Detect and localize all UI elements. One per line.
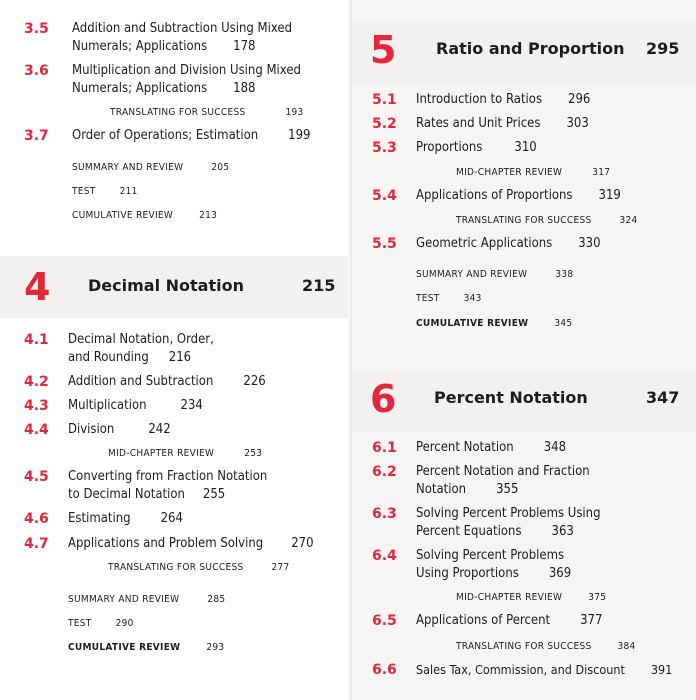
section-title-line: Multiplication and Division Using Mixed [72, 63, 301, 78]
section-title-line: Estimating [68, 511, 131, 526]
toc-entry[interactable] [24, 510, 344, 528]
toc-entry[interactable] [24, 20, 344, 56]
toc-entry[interactable] [24, 373, 344, 391]
toc-subentry[interactable] [416, 268, 573, 282]
section-number: 5.4 [372, 188, 397, 204]
page-number: 216 [168, 350, 192, 365]
subentry-title: TRANSLATING FOR SUCCESS [456, 641, 592, 652]
subentry-title: TEST [416, 293, 440, 304]
section-title-line: Addition and Subtraction [68, 374, 214, 389]
section-number: 4.5 [24, 469, 49, 485]
section-number: 6.1 [372, 440, 397, 456]
section-number: 6.4 [372, 548, 397, 564]
page-number: 253 [244, 448, 263, 459]
section-number: 5.1 [372, 92, 397, 108]
toc-entry[interactable] [372, 661, 696, 679]
section-number: 3.6 [24, 63, 49, 79]
page-number: 226 [243, 374, 266, 389]
page-number: 285 [207, 594, 226, 605]
chapter-heading[interactable] [370, 377, 690, 421]
section-number: 6.3 [372, 506, 397, 522]
toc-subentry[interactable] [456, 640, 636, 654]
page-number: 199 [288, 128, 311, 143]
subentry-title: TRANSLATING FOR SUCCESS [108, 562, 244, 573]
toc-subentry[interactable] [68, 617, 134, 631]
toc-subentry[interactable] [108, 561, 290, 575]
subentry-title: MID-CHAPTER REVIEW [456, 592, 563, 603]
page-number: 178 [233, 39, 256, 54]
chapter-number: 4 [24, 265, 51, 309]
page-number: 319 [598, 188, 621, 203]
chapter-page: 215 [302, 276, 336, 295]
page-number: 213 [199, 210, 218, 221]
page-number: 377 [580, 613, 603, 628]
section-title-line: Division [68, 422, 115, 437]
toc-entry[interactable] [24, 468, 344, 504]
subentry-title: TRANSLATING FOR SUCCESS [110, 107, 246, 118]
subentry-title: TEST [68, 618, 92, 629]
section-title-line: Sales Tax, Commission, and Discount [416, 662, 625, 677]
section-number: 6.2 [372, 464, 397, 480]
toc-subentry[interactable] [68, 593, 225, 607]
section-number: 6.6 [372, 662, 397, 678]
section-number: 5.3 [372, 140, 397, 156]
toc-subentry[interactable] [68, 641, 224, 655]
chapter-title: Percent Notation [434, 388, 588, 407]
subentry-title: CUMULATIVE REVIEW [68, 642, 181, 653]
section-number: 4.6 [24, 511, 49, 527]
chapter-page: 295 [646, 39, 680, 58]
toc-subentry[interactable] [456, 214, 638, 228]
toc-entry[interactable] [372, 235, 692, 253]
page-number: 317 [592, 167, 611, 178]
subentry-title: TEST [72, 186, 96, 197]
section-title-line: Applications of Percent [416, 613, 551, 628]
page-number: 264 [160, 511, 183, 526]
page-number: 234 [180, 398, 203, 413]
section-title-line: Percent Equations [416, 524, 522, 539]
section-title-line: Applications and Problem Solving [68, 536, 264, 551]
toc-entry[interactable] [372, 139, 692, 157]
toc-subentry[interactable] [456, 166, 610, 180]
subentry-title: CUMULATIVE REVIEW [72, 210, 174, 221]
page-number: 345 [554, 318, 573, 329]
page-number: 338 [555, 269, 574, 280]
section-title-line: Proportions [416, 140, 483, 155]
page-number: 242 [148, 422, 171, 437]
page-number: 348 [543, 440, 567, 455]
subentry-title: SUMMARY AND REVIEW [68, 594, 180, 605]
section-title-line: Solving Percent Problems Using [416, 506, 601, 521]
subentry-title: MID-CHAPTER REVIEW [456, 167, 563, 178]
section-title-line: and Rounding [68, 350, 149, 365]
section-title-line: Converting from Fraction Notation [68, 469, 268, 484]
page-number: 363 [551, 524, 574, 539]
page-number: 303 [566, 116, 589, 131]
toc-entry[interactable] [372, 187, 692, 205]
section-title-line: Applications of Proportions [416, 188, 573, 203]
subentry-title: MID-CHAPTER REVIEW [108, 448, 215, 459]
page-number: 205 [211, 162, 230, 173]
page-number: 255 [202, 487, 226, 502]
section-number: 4.1 [24, 332, 49, 348]
chapter-title: Ratio and Proportion [436, 39, 625, 58]
section-number: 4.2 [24, 374, 49, 390]
page-number: 270 [291, 536, 314, 551]
page-number: 369 [548, 566, 572, 581]
section-title-line: Introduction to Ratios [416, 92, 543, 107]
toc-entry[interactable] [24, 535, 344, 553]
section-title-line: Using Proportions [416, 566, 519, 581]
page-number: 324 [619, 215, 638, 226]
page-number: 355 [496, 482, 519, 497]
page-number: 384 [617, 641, 636, 652]
section-title-line: Numerals; Applications [72, 81, 208, 96]
toc-entry[interactable] [24, 421, 344, 439]
chapter-page: 347 [646, 388, 680, 407]
toc-entry[interactable] [372, 115, 692, 133]
page-number: 211 [119, 186, 138, 197]
section-title-line: Percent Notation [416, 440, 514, 455]
page-number: 277 [271, 562, 290, 573]
toc-subentry[interactable] [108, 447, 262, 461]
page-number: 290 [115, 618, 134, 629]
chapter-number: 6 [370, 377, 397, 421]
section-number: 4.7 [24, 536, 49, 552]
section-title-line: Order of Operations; Estimation [72, 128, 259, 143]
section-number: 6.5 [372, 613, 397, 629]
page-number: 293 [206, 642, 225, 653]
subentry-title: CUMULATIVE REVIEW [416, 318, 529, 329]
page-number: 343 [463, 293, 482, 304]
section-title-line: Decimal Notation, Order, [68, 332, 214, 347]
toc-entry[interactable] [372, 505, 692, 541]
section-number: 5.5 [372, 236, 397, 252]
toc-subentry[interactable] [110, 106, 304, 120]
right-page [352, 0, 696, 700]
toc-entry[interactable] [24, 397, 344, 415]
section-number: 4.3 [24, 398, 49, 414]
toc-entry[interactable] [24, 62, 344, 98]
toc-subentry[interactable] [416, 292, 482, 306]
section-title-line: Numerals; Applications [72, 39, 208, 54]
subentry-title: SUMMARY AND REVIEW [72, 162, 184, 173]
page-number: 188 [233, 81, 256, 96]
toc-subentry[interactable] [456, 591, 606, 605]
section-title-line: Notation [416, 482, 467, 497]
toc-entry[interactable] [372, 91, 692, 109]
chapter-title: Decimal Notation [88, 276, 244, 295]
section-title-line: to Decimal Notation [68, 487, 185, 502]
section-number: 4.4 [24, 422, 49, 438]
section-title-line: Geometric Applications [416, 236, 553, 251]
section-number: 3.7 [24, 128, 49, 144]
toc-entry[interactable] [372, 463, 692, 499]
page-number: 375 [588, 592, 607, 603]
toc-subentry[interactable] [416, 317, 572, 331]
page-number: 330 [578, 236, 601, 251]
toc-entry[interactable] [372, 439, 692, 457]
toc-entry[interactable] [24, 331, 344, 367]
section-title-line: Addition and Subtraction Using Mixed [72, 21, 293, 36]
chapter-heading[interactable] [24, 265, 344, 309]
toc-entry[interactable] [24, 127, 344, 145]
page-number: 296 [568, 92, 591, 107]
toc-entry[interactable] [372, 612, 692, 630]
toc-subentry[interactable] [72, 185, 138, 199]
section-number: 5.2 [372, 116, 397, 132]
chapter-number: 5 [370, 28, 397, 72]
toc-entry[interactable] [372, 547, 692, 583]
subentry-title: SUMMARY AND REVIEW [416, 269, 528, 280]
page-number: 391 [650, 662, 673, 677]
section-title-line: Multiplication [68, 398, 147, 413]
section-title-line: Rates and Unit Prices [416, 116, 541, 131]
page-number: 193 [285, 107, 304, 118]
section-title-line: Percent Notation and Fraction [416, 464, 590, 479]
page-number: 310 [514, 140, 537, 155]
toc-subentry[interactable] [72, 161, 229, 175]
toc-subentry[interactable] [72, 209, 217, 223]
chapter-heading[interactable] [370, 28, 690, 72]
subentry-title: TRANSLATING FOR SUCCESS [456, 215, 592, 226]
section-number: 3.5 [24, 21, 49, 37]
section-title-line: Solving Percent Problems [416, 548, 565, 563]
